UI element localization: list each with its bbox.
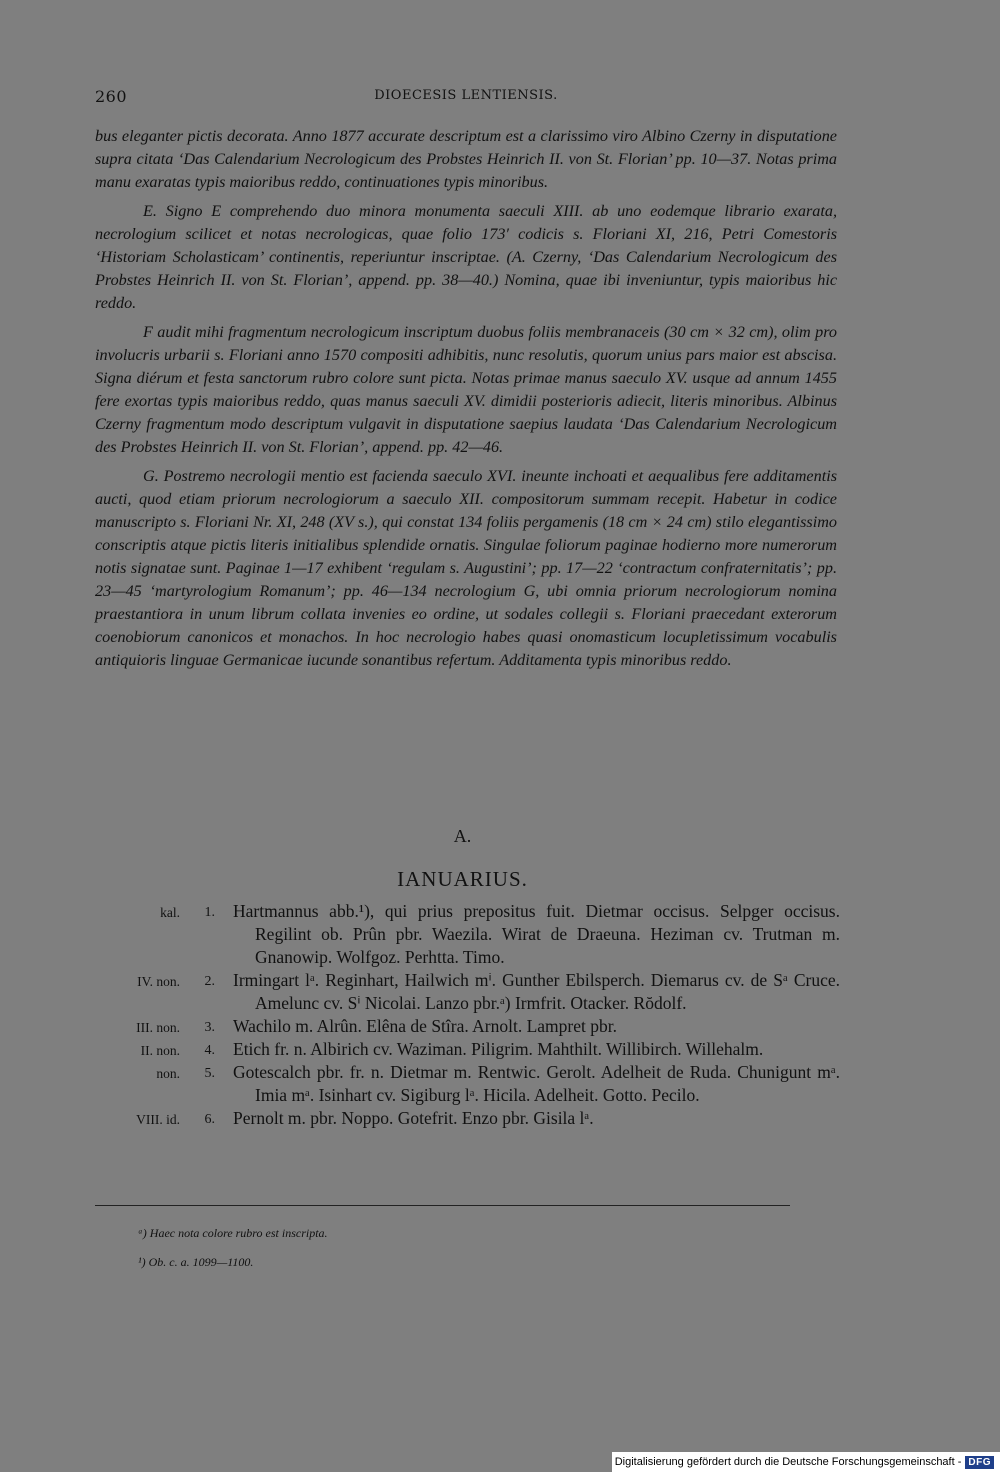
entry-text: Irmingart lᵃ. Reginhart, Hailwich mⁱ. Gunther Ebilsperch. Diemarus cv. de Sᵃ Cruce. Amelunc cv. Sⁱ Nicolai. Lanzo pbr.ᵃ) Irmfrit. Otacker. Rŏdolf. <box>233 970 840 1013</box>
necrology-entries <box>75 900 840 1130</box>
intro-paragraph: F audit mihi fragmentum necrologicum inscriptum duobus foliis membranaceis (30 cm × 32 cm), olim pro involucris urbarii s. Floriani anno 1570 compositi adhibitis, nunc resolutis, quorum unius pars maior est abscisa. Signa diérum et festa sanctorum rubro colore sunt picta. Notas primae manus saeculo XV. usque ad annum 1455 fere exortas typis maioribus reddo, quas manus saeculi XV. dimidii posterioris adiecit, literis minoribus. Albinus Czerny fragmentum modo descriptum vulgavit in disputatione saepius laudata ‘Das Calendarium Necrologicum des Probstes Heinrich II. von St. Florian’, append. pp. 42—46. <box>95 323 837 456</box>
footnote: ᵃ) Haec nota colore rubro est inscripta. <box>138 1226 328 1240</box>
entry-date: IV. non. <box>137 974 180 989</box>
entry-text: Pernolt m. pbr. Noppo. Gotefrit. Enzo pbr. Gisila lᵃ. <box>233 1108 594 1128</box>
entry-number: 6. <box>204 1112 215 1127</box>
entry-number: 3. <box>204 1020 215 1035</box>
necrology-entry <box>75 969 840 1015</box>
entry-date: non. <box>156 1066 180 1081</box>
intro-paragraph: bus eleganter pictis decorata. Anno 1877 accurate descriptum est a clarissimo viro Albino Czerny in disputatione supra citata ‘Das Calendarium Necrologicum des Probstes Heinrich II. von St. Florian’ pp. 10—37. Notas prima manu exaratas typis maioribus reddo, continuationes typis minoribus. <box>95 127 837 191</box>
entry-number: 1. <box>204 905 215 920</box>
header-title: DIOECESIS LENTIENSIS. <box>374 88 558 103</box>
entry-text: Etich fr. n. Albirich cv. Waziman. Piligrim. Mahthilt. Willibirch. Willehalm. <box>233 1039 764 1059</box>
footnote-rule <box>95 1205 790 1206</box>
running-head <box>95 87 837 111</box>
footnotes <box>138 1226 738 1284</box>
necrology-entry <box>75 900 840 969</box>
dfg-caption: Digitalisierung gefördert durch die Deutsche Forschungsgemeinschaft - <box>614 1456 962 1468</box>
necrology-entry <box>75 1107 840 1130</box>
intro-paragraph: E. Signo E comprehendo duo minora monumenta saeculi XIII. ab uno eodemque librario exarata, necrologium scilicet et notas necrologicas, quae folio 173′ codicis s. Floriani XI, 216, Petri Comestoris ‘Historiam Scholasticam’ continentis, reperiuntur inscriptae. (A. Czerny, ‘Das Calendarium Necrologicum des Probstes Heinrich II. von St. Florian’, append. pp. 38—40.) Nomina, quae ibi inveniuntur, typis maioribus hic reddo. <box>95 202 837 312</box>
entry-number: 4. <box>204 1043 215 1058</box>
dfg-funding-banner[interactable] <box>612 1452 1000 1472</box>
entry-text: Hartmannus abb.¹), qui prius prepositus fuit. Dietmar occisus. Selpger occisus. Regilint ob. Prûn pbr. Waezila. Wirat de Draeuna. Heziman cv. Trutman m. Gnanowip. Wolfgoz. Perhtta. Timo. <box>233 901 840 967</box>
necrology-entry <box>75 1038 840 1061</box>
entry-text: Wachilo m. Alrûn. Elêna de Stîra. Arnolt. Lampret pbr. <box>233 1016 617 1036</box>
footnote: ¹) Ob. c. a. 1099—1100. <box>138 1255 254 1269</box>
entry-date: VIII. id. <box>136 1112 180 1127</box>
entry-date: II. non. <box>140 1043 180 1058</box>
necrology-entry <box>75 1015 840 1038</box>
section-letter: A. <box>453 826 472 846</box>
page-number: 260 <box>95 87 128 106</box>
entry-number: 2. <box>204 974 215 989</box>
entry-text: Gotescalch pbr. fr. n. Dietmar m. Rentwic. Gerolt. Adelheit de Ruda. Chunigunt mᵃ. Imia mᵃ. Isinhart cv. Sigiburg lᵃ. Hicila. Adelheit. Gotto. Pecilo. <box>233 1062 840 1105</box>
dfg-logo-icon: DFG <box>965 1456 994 1469</box>
entry-number: 5. <box>204 1066 215 1081</box>
intro-text <box>95 125 837 678</box>
entry-date: III. non. <box>136 1020 180 1035</box>
entry-date: kal. <box>160 905 180 920</box>
necrology-entry <box>75 1061 840 1107</box>
intro-paragraph: G. Postremo necrologii mentio est facienda saeculo XVI. ineunte inchoati et aequalibus fere additamentis aucti, quod etiam priorum necrologiorum a saeculo XII. compositorum summam recepit. Habetur in codice manuscripto s. Floriani Nr. XI, 248 (XV s.), qui constat 134 foliis pergamenis (18 cm × 24 cm) stilo elegantissimo conscriptis atque pictis literis initialibus splendide ornatis. Singulae foliorum paginae hodierno more numerorum notis signatae sunt. Paginae 1—17 exhibent ‘regulam s. Augustini’; pp. 17—22 ‘contractum confraternitatis’; pp. 23—45 ‘martyrologium Romanum’; pp. 46—134 necrologium G, ubi omnia priorum necrologiorum nomina praestantiora in unum librum collata invenies eo ordine, ut sodales collegii s. Floriani praecedant exterorum coenobiorum canonicos et monachos. In hoc necrologio habes quasi onomasticum locupletissimum vocabulis antiquioris linguae Germanicae iucunde sonantibus refertum. Additamenta typis minoribus reddo. <box>95 467 837 669</box>
month-title: IANUARIUS. <box>397 867 528 891</box>
